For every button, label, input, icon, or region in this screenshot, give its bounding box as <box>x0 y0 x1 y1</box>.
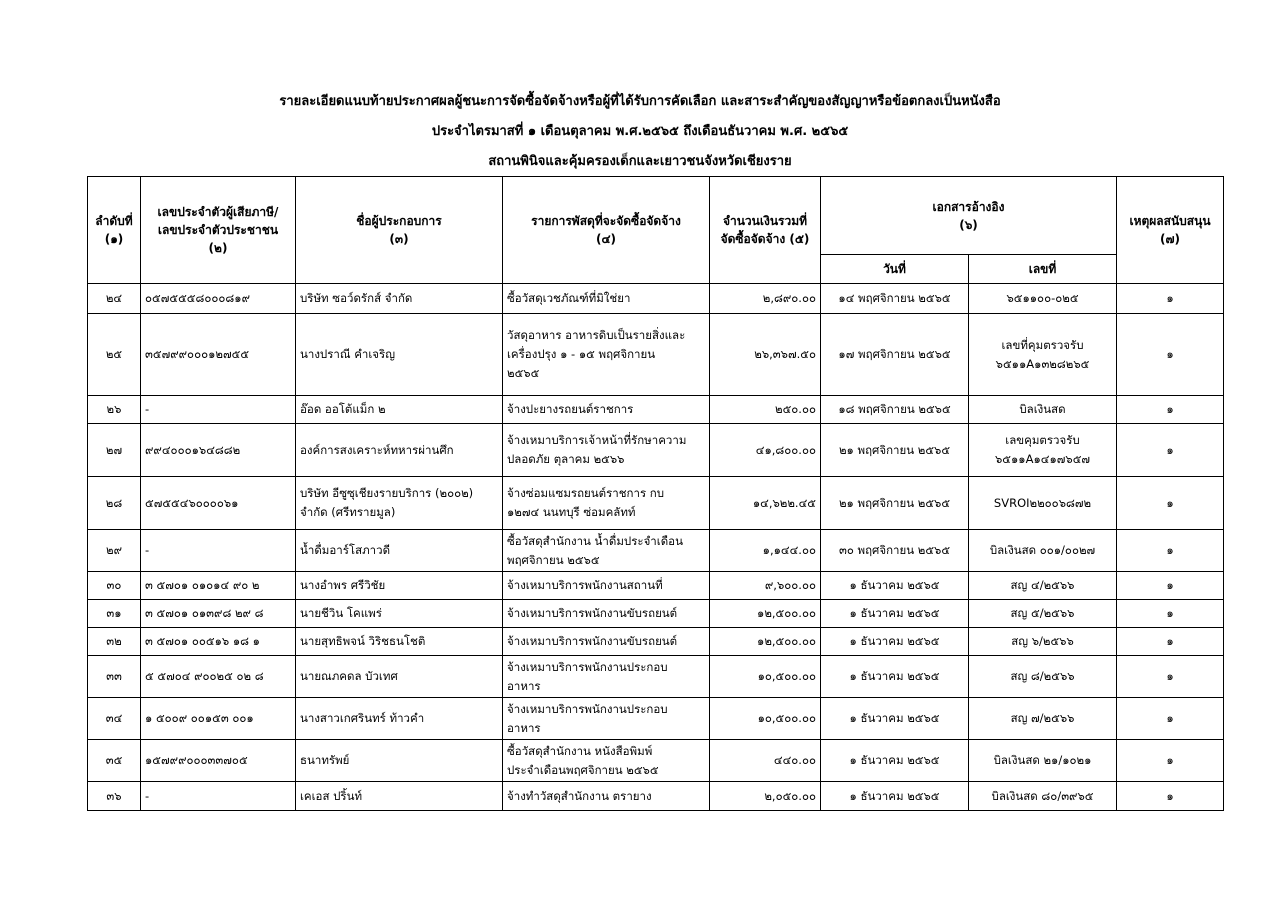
cell-amount: ๔๑,๘๐๐.๐๐ <box>710 424 821 477</box>
cell-vendor <box>296 572 503 600</box>
cell-seq: ๒๖ <box>88 396 141 424</box>
table-row <box>88 530 1224 572</box>
cell-ref-no-line: เลขที่คุมตรวจรับ <box>1001 337 1084 352</box>
cell-vendor <box>296 740 503 782</box>
cell-taxid: ๑ ๕๐๐๙ ๐๐๑๕๓ ๐๐๑ <box>141 698 296 740</box>
cell-ref-no <box>969 572 1117 600</box>
cell-taxid: - <box>141 530 296 572</box>
table-row <box>88 740 1224 782</box>
cell-taxid: ๓ ๕๗๐๑ ๐๑๐๑๔ ๙๐ ๒ <box>141 572 296 600</box>
cell-items-line: จ้างเหมาบริการพนักงานขับรถยนต์ <box>507 606 678 620</box>
cell-ref-no <box>969 656 1117 698</box>
cell-reason: ๑ <box>1117 314 1224 396</box>
col-header-taxid: เลขประจำตัวผู้เสียภาษี/ เลขประจำตัวประชาชน (๒) <box>141 177 296 284</box>
cell-vendor-line: องค์การสงเคราะห์ทหารผ่านศึก <box>300 442 454 457</box>
cell-reason: ๑ <box>1117 782 1224 811</box>
cell-ref-no-line: สญ ๕/๒๕๖๖ <box>1010 606 1075 620</box>
cell-reason: ๑ <box>1117 477 1224 530</box>
cell-vendor-line: ธนาทรัพย์ <box>300 753 350 767</box>
table-row <box>88 782 1224 811</box>
cell-seq: ๒๔ <box>88 284 141 314</box>
cell-items-line: อาหาร <box>507 678 541 693</box>
cell-vendor-line: นางอำพร ศรีวิชัย <box>300 578 386 592</box>
col-header-ref-date: วันที่ <box>821 255 969 284</box>
cell-ref-no-line: บิลเงินสด ๒๑/๑๐๒๑ <box>993 753 1092 767</box>
cell-reason: ๑ <box>1117 600 1224 628</box>
cell-items-line: ปลอดภัย ตุลาคม ๒๕๖๖ <box>507 452 625 466</box>
col-header-vendor: ชื่อผู้ประกอบการ (๓) <box>296 177 503 284</box>
cell-ref-no <box>969 284 1117 314</box>
table-row <box>88 628 1224 656</box>
cell-items <box>503 284 710 314</box>
cell-reason: ๑ <box>1117 740 1224 782</box>
table-row <box>88 477 1224 530</box>
cell-amount: ๑๒,๕๐๐.๐๐ <box>710 600 821 628</box>
cell-ref-no <box>969 424 1117 477</box>
col-header-reference: เอกสารอ้างอิง (๖) <box>821 177 1117 255</box>
cell-ref-no-line: ๖๕๑๑A๑๔๑๗๖๕๗ <box>994 452 1091 466</box>
cell-amount: ๒,๘๙๐.๐๐ <box>710 284 821 314</box>
cell-vendor <box>296 477 503 530</box>
cell-items <box>503 572 710 600</box>
cell-vendor-line: นายณภคดล บัวเทศ <box>300 669 398 683</box>
cell-ref-no <box>969 740 1117 782</box>
cell-reason: ๑ <box>1117 530 1224 572</box>
cell-amount: ๑๒,๕๐๐.๐๐ <box>710 628 821 656</box>
cell-seq: ๒๘ <box>88 477 141 530</box>
cell-seq: ๓๖ <box>88 782 141 811</box>
cell-ref-no-line: ๖๕๑๑A๑๓๒๘๒๖๕ <box>995 356 1090 371</box>
cell-reason: ๑ <box>1117 628 1224 656</box>
cell-ref-date: ๑ ธันวาคม ๒๕๖๕ <box>821 740 969 782</box>
cell-vendor <box>296 314 503 396</box>
document-title: รายละเอียดแนบท้ายประกาศผลผู้ชนะการจัดซื้อจัดจ้างหรือผู้ที่ได้รับการคัดเลือก และสาระสำคัญของสัญญาหรือข้อตกลงเป็นหนังสือ <box>279 94 1001 109</box>
table-row <box>88 572 1224 600</box>
col-header-items: รายการพัสดุที่จะจัดซื้อจัดจ้าง (๔) <box>503 177 710 284</box>
cell-seq: ๓๒ <box>88 628 141 656</box>
cell-items-line: ประจำเดือนพฤศจิกายน ๒๕๖๕ <box>507 762 659 777</box>
cell-ref-date: ๑ ธันวาคม ๒๕๖๕ <box>821 782 969 811</box>
cell-taxid: ๑๕๗๙๙๐๐๐๓๓๗๐๕ <box>141 740 296 782</box>
table-row <box>88 284 1224 314</box>
cell-amount: ๒๖,๓๖๗.๕๐ <box>710 314 821 396</box>
cell-seq: ๓๔ <box>88 698 141 740</box>
cell-items-line: ๑๒๗๔ นนทบุรี ซ่อมคลัทท์ <box>507 505 636 519</box>
table-row <box>88 424 1224 477</box>
cell-ref-date: ๑ ธันวาคม ๒๕๖๕ <box>821 656 969 698</box>
cell-ref-date: ๓๐ พฤศจิกายน ๒๕๖๕ <box>821 530 969 572</box>
agency-name: สถานพินิจและคุ้มครองเด็กและเยาวชนจังหวัดเชียงราย <box>488 154 792 169</box>
cell-reason: ๑ <box>1117 656 1224 698</box>
cell-items <box>503 424 710 477</box>
cell-ref-no <box>969 530 1117 572</box>
cell-ref-date: ๑๔ พฤศจิกายน ๒๕๖๕ <box>821 284 969 314</box>
cell-reason: ๑ <box>1117 284 1224 314</box>
cell-items <box>503 530 710 572</box>
cell-ref-no <box>969 628 1117 656</box>
cell-seq: ๒๗ <box>88 424 141 477</box>
cell-vendor-line: น้ำดื่มอาร์โสภาวดี <box>300 543 391 557</box>
cell-taxid: ๙๙๔๐๐๐๑๖๔๘๘๒ <box>141 424 296 477</box>
cell-items <box>503 698 710 740</box>
cell-items-line: จ้างซ่อมแซมรถยนต์ราชการ กบ <box>507 486 665 500</box>
cell-vendor <box>296 396 503 424</box>
cell-seq: ๓๑ <box>88 600 141 628</box>
table-body <box>88 284 1224 811</box>
col-header-seq: ลำดับที่ (๑) <box>88 177 141 284</box>
cell-vendor-line: นายสุทธิพจน์ วิริชธนโชติ <box>300 634 426 648</box>
procurement-table <box>87 176 1224 811</box>
cell-ref-no-line: สญ ๘/๒๕๖๖ <box>1010 669 1075 683</box>
cell-taxid: ๐๕๗๕๕๕๘๐๐๐๘๑๙ <box>141 284 296 314</box>
cell-items <box>503 396 710 424</box>
cell-items-line: ซื้อวัสดุเวชภัณฑ์ที่มิใช่ยา <box>507 291 631 305</box>
cell-vendor-line: บริษัท ซอว์ดรักส์ จำกัด <box>300 291 413 305</box>
cell-items <box>503 656 710 698</box>
col-header-ref-no: เลขที่ <box>969 255 1117 284</box>
cell-ref-date: ๑ ธันวาคม ๒๕๖๕ <box>821 628 969 656</box>
cell-items-line: ซื้อวัสดุสำนักงาน หนังสือพิมพ์ <box>507 743 653 758</box>
cell-items <box>503 740 710 782</box>
cell-ref-no <box>969 314 1117 396</box>
cell-items-line: จ้างเหมาบริการพนักงานประกอบ <box>507 659 668 674</box>
cell-reason: ๑ <box>1117 424 1224 477</box>
cell-vendor-line: อ๊อด ออโต้แม็ก ๒ <box>300 402 386 416</box>
cell-amount: ๑๐,๕๐๐.๐๐ <box>710 698 821 740</box>
cell-reason: ๑ <box>1117 698 1224 740</box>
col-header-reason: เหตุผลสนับสนุน (๗) <box>1117 177 1224 284</box>
cell-ref-no-line: เลขคุมตรวจรับ <box>1005 433 1080 447</box>
cell-items-line: จ้างเหมาบริการพนักงานขับรถยนต์ <box>507 634 678 648</box>
cell-ref-no <box>969 477 1117 530</box>
cell-vendor-line: นางสาวเกศรินทร์ ท้าวคำ <box>300 711 425 725</box>
cell-ref-date: ๒๑ พฤศจิกายน ๒๕๖๕ <box>821 477 969 530</box>
cell-items <box>503 628 710 656</box>
cell-ref-date: ๑๗ พฤศจิกายน ๒๕๖๕ <box>821 314 969 396</box>
cell-items-line: จ้างเหมาบริการพนักงานประกอบ <box>507 701 668 716</box>
cell-items-line: จ้างเหมาบริการเจ้าหน้าที่รักษาความ <box>507 433 687 447</box>
cell-seq: ๓๐ <box>88 572 141 600</box>
cell-ref-date: ๒๑ พฤศจิกายน ๒๕๖๕ <box>821 424 969 477</box>
cell-ref-no <box>969 698 1117 740</box>
cell-vendor <box>296 698 503 740</box>
cell-taxid: ๕๗๕๕๔๖๐๐๐๐๖๑ <box>141 477 296 530</box>
cell-reason: ๑ <box>1117 396 1224 424</box>
cell-taxid: - <box>141 396 296 424</box>
cell-taxid: ๓ ๕๗๐๑ ๐๐๕๑๖ ๑๘ ๑ <box>141 628 296 656</box>
cell-vendor <box>296 424 503 477</box>
cell-items-line: จ้างทำวัสดุสำนักงาน ตรายาง <box>507 788 652 803</box>
cell-ref-date: ๑ ธันวาคม ๒๕๖๕ <box>821 572 969 600</box>
cell-vendor <box>296 600 503 628</box>
cell-amount: ๔๔๐.๐๐ <box>710 740 821 782</box>
cell-ref-no-line: บิลเงินสด ๘๐/๓๙๖๕ <box>991 788 1094 803</box>
cell-ref-no-line: สญ ๗/๒๕๖๖ <box>1010 711 1075 725</box>
cell-items-line: พฤศจิกายน ๒๕๖๕ <box>507 552 600 567</box>
cell-ref-no <box>969 782 1117 811</box>
cell-items-line: เครื่องปรุง ๑ - ๑๕ พฤศจิกายน <box>507 347 656 361</box>
cell-ref-no-line: บิลเงินสด ๐๐๑/๐๐๒๗ <box>989 543 1096 557</box>
cell-ref-no <box>969 600 1117 628</box>
cell-vendor-line: นางปราณี คำเจริญ <box>300 347 395 361</box>
cell-vendor-line: นายชีวิน โคแพร่ <box>300 606 382 620</box>
cell-items-line: วัสดุอาหาร อาหารดิบเป็นรายสิ่งและ <box>507 328 686 342</box>
cell-seq: ๒๕ <box>88 314 141 396</box>
table-row <box>88 698 1224 740</box>
cell-amount: ๑,๑๔๔.๐๐ <box>710 530 821 572</box>
cell-vendor <box>296 656 503 698</box>
cell-amount: ๒๕๐.๐๐ <box>710 396 821 424</box>
cell-taxid: ๓ ๕๗๐๑ ๐๑๓๙๘ ๒๙ ๘ <box>141 600 296 628</box>
cell-vendor <box>296 628 503 656</box>
cell-items <box>503 600 710 628</box>
cell-ref-no-line: สญ ๔/๒๕๖๖ <box>1010 578 1075 592</box>
cell-amount: ๙,๖๐๐.๐๐ <box>710 572 821 600</box>
cell-items <box>503 477 710 530</box>
cell-items-line: จ้างปะยางรถยนต์ราชการ <box>507 402 634 416</box>
table-row <box>88 600 1224 628</box>
col-header-amount: จำนวนเงินรวมที่ จัดซื้อจัดจ้าง (๕) <box>710 177 821 284</box>
cell-ref-no-line: ๖๕๑๑๐๐-๐๒๕ <box>1006 291 1079 305</box>
cell-vendor <box>296 284 503 314</box>
cell-ref-no-line: สญ ๖/๒๕๖๖ <box>1011 634 1074 648</box>
cell-items <box>503 314 710 396</box>
cell-ref-no-line: SVROI๒๒๐๐๖๘๗๒ <box>993 495 1092 510</box>
cell-vendor-line: จำกัด (ศรีทรายมูล) <box>300 505 396 519</box>
cell-taxid: - <box>141 782 296 811</box>
cell-items-line: ๒๕๖๕ <box>507 366 540 380</box>
cell-seq: ๓๓ <box>88 656 141 698</box>
cell-amount: ๑๐,๕๐๐.๐๐ <box>710 656 821 698</box>
table-row <box>88 396 1224 424</box>
cell-ref-date: ๑ ธันวาคม ๒๕๖๕ <box>821 698 969 740</box>
table-row <box>88 314 1224 396</box>
cell-seq: ๓๕ <box>88 740 141 782</box>
cell-taxid: ๓๕๗๙๙๐๐๐๑๒๗๕๕ <box>141 314 296 396</box>
document-period: ประจำไตรมาสที่ ๑ เดือนตุลาคม พ.ศ.๒๕๖๕ ถึงเดือนธันวาคม พ.ศ. ๒๕๖๕ <box>431 124 849 139</box>
cell-amount: ๑๔,๖๒๒.๔๕ <box>710 477 821 530</box>
cell-ref-no-line: บิลเงินสด <box>1019 402 1066 416</box>
cell-vendor <box>296 782 503 811</box>
cell-items-line: จ้างเหมาบริการพนักงานสถานที่ <box>507 578 663 592</box>
cell-ref-no <box>969 396 1117 424</box>
cell-ref-date: ๑ ธันวาคม ๒๕๖๕ <box>821 600 969 628</box>
cell-ref-date: ๑๘ พฤศจิกายน ๒๕๖๕ <box>821 396 969 424</box>
cell-vendor-line: บริษัท อีซูซุเชียงรายบริการ (๒๐๐๒) <box>300 486 474 500</box>
cell-items-line: ซื้อวัสดุสำนักงาน น้ำดื่มประจำเดือน <box>507 533 683 548</box>
cell-amount: ๒,๐๕๐.๐๐ <box>710 782 821 811</box>
table-row <box>88 656 1224 698</box>
cell-taxid: ๕ ๕๗๐๔ ๙๐๐๒๕ ๐๒ ๘ <box>141 656 296 698</box>
cell-reason: ๑ <box>1117 572 1224 600</box>
cell-vendor-line: เคเอส ปริ้นท์ <box>300 788 363 803</box>
cell-vendor <box>296 530 503 572</box>
cell-items-line: อาหาร <box>507 720 541 735</box>
cell-items <box>503 782 710 811</box>
cell-seq: ๒๙ <box>88 530 141 572</box>
